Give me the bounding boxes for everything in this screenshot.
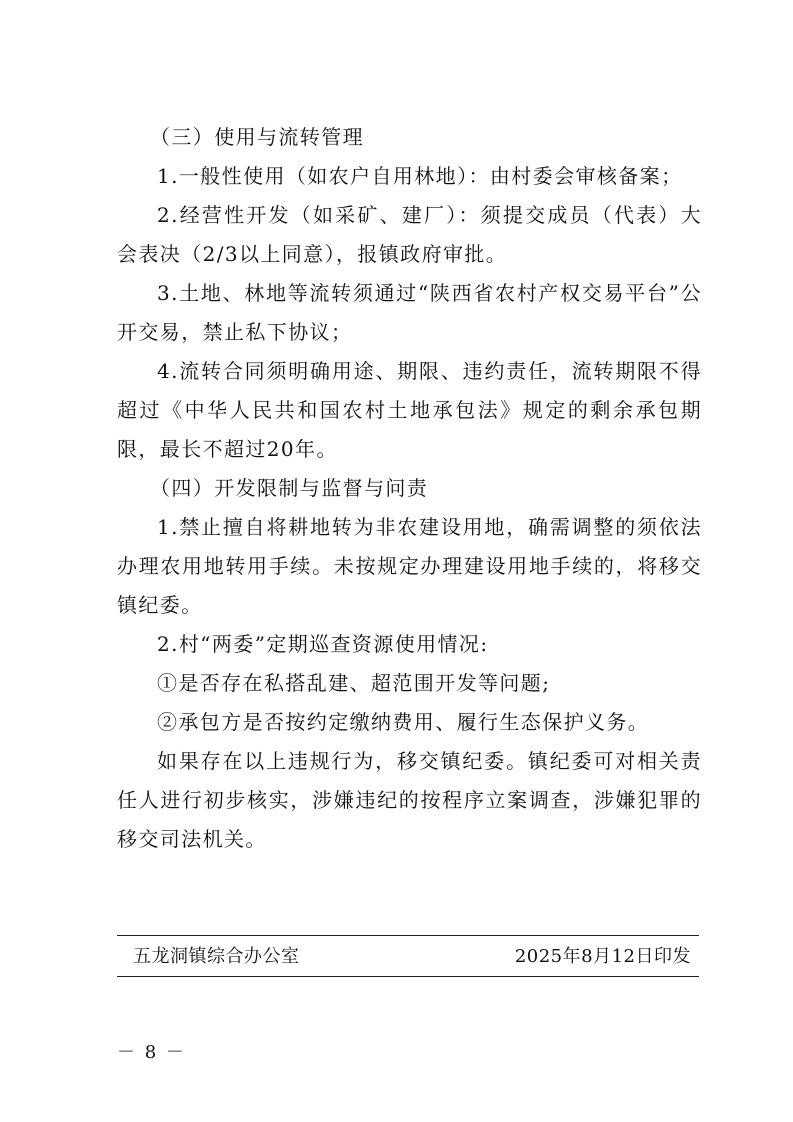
paragraph-transfer-contract: 4.流转合同须明确用途、期限、违约责任，流转期限不得超过《中华人民共和国农村土地承包法》规定的剩余承包期限，最长不超过20年。 [117, 359, 702, 461]
paragraph-inspection: 2.村“两委”定期巡查资源使用情况: [157, 632, 489, 656]
paragraph-transfer-platform: 3.土地、林地等流转须通过“陕西省农村产权交易平台”公开交易，禁止私下协议； [117, 281, 702, 344]
paragraph-commercial-development: 2.经营性开发（如采矿、建厂）：须提交成员（代表）大会表决（2/3以上同意），报镇政府审批。 [117, 203, 702, 266]
issue-date: 2025年8月12日印发 [514, 946, 691, 967]
section-heading-restrictions: （四）开发限制与监督与问责 [150, 476, 429, 500]
paragraph-accountability: 如果存在以上违规行为，移交镇纪委。镇纪委可对相关责任人进行初步核实，涉嫌违纪的按程序立案调查，涉嫌犯罪的移交司法机关。 [117, 749, 702, 851]
list-item-illegal-construction: ①是否存在私搭乱建、超范围开发等问题; [157, 671, 551, 695]
paragraph-farmland-prohibition: 1.禁止擅自将耕地转为非农建设用地，确需调整的须依法办理农用地转用手续。未按规定办理建设用地手续的，将移交镇纪委。 [117, 515, 702, 617]
footer-top-rule [117, 935, 699, 936]
issuance-footer [133, 944, 691, 970]
page-number: － 8 － [117, 1042, 186, 1063]
section-heading-usage: （三）使用与流转管理 [150, 125, 364, 149]
paragraph-general-use: 1.一般性使用（如农户自用林地）：由村委会审核备案； [157, 164, 683, 188]
issuer-name: 五龙洞镇综合办公室 [133, 946, 300, 967]
footer-bottom-rule [117, 976, 699, 977]
document-body [117, 118, 702, 859]
list-item-contract-compliance: ②承包方是否按约定缴纳费用、履行生态保护义务。 [157, 710, 650, 734]
